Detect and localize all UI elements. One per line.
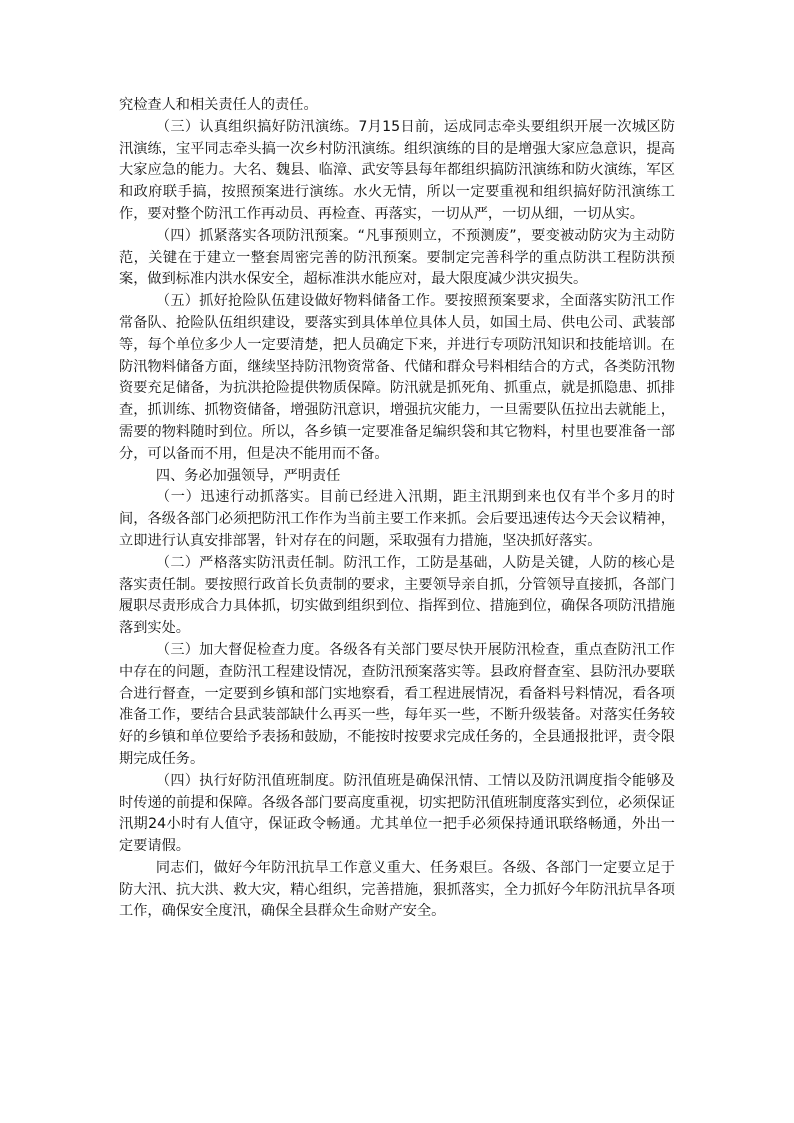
paragraph-action: （一）迅速行动抓落实。目前已经进入汛期，距主汛期到来也仅有半个多月的时间，各级各部门必须把防汛工作作为当前主要工作来抓。会后要迅速传达今天会议精神，立即进行认真安排部署，针对存在的问题，采取强有力措施，坚决抓好落实。 [119,489,675,549]
document-body [119,95,675,923]
paragraph-closing: 同志们，做好今年防汛抗旱工作意义重大、任务艰巨。各级、各部门一定要立足于防大汛、抗大洪、救大灾，精心组织，完善措施，狠抓落实，全力抓好今年防汛抗旱各项工作，确保安全度汛，确保全县群众生命财产安全。 [119,859,675,920]
paragraph-duty: （四）执行好防汛值班制度。防汛值班是确保汛情、工情以及防汛调度指令能够及时传递的前提和保障。各级各部门要高度重视，切实把防汛值班制度落实到位，必须保证汛期24小时有人值守，保证政令畅通。尤其单位一把手必须保持通讯联络畅通，外出一定要请假。 [119,772,675,855]
paragraph-responsibility: （二）严格落实防汛责任制。防汛工作，工防是基础，人防是关键，人防的核心是落实责任制。要按照行政首长负责制的要求，主要领导亲自抓，分管领导直接抓，各部门履职尽责形成合力具体抓，切实做到组织到位、指挥到位、措施到位，确保各项防汛措施落到实处。 [119,554,675,637]
paragraph-continuation: 究检查人和相关责任人的责任。 [119,97,318,113]
paragraph-inspection: （三）加大督促检查力度。各级各有关部门要尽快开展防汛检查，重点查防汛工作中存在的问题，查防汛工程建设情况，查防汛预案落实等。县政府督查室、县防汛办要联合进行督查，一定要到乡镇和部门实地察看，看工程进展情况，看备料号料情况，看各项准备工作，要结合县武装部缺什么再买一些，每年买一些，不断升级装备。对落实任务较好的乡镇和单位要给予表扬和鼓励，不能按时按要求完成任务的，全县通报批评，责令限期完成任务。 [119,641,675,767]
paragraph-materials: （五）抓好抢险队伍建设做好物料储备工作。要按照预案要求，全面落实防汛工作常备队、抢险队伍组织建设，要落实到具体单位具体人员，如国土局、供电公司、武装部等，每个单位多少人一定要清楚，把人员确定下来，并进行专项防汛知识和技能培训。在防汛物料储备方面，继续坚持防汛物资常备、代储和群众号料相结合的方式，各类防汛物资要充足储备，为抗洪抢险提供物质保障。防汛就是抓死角、抓重点，就是抓隐患、抓排查，抓训练、抓物资储备，增强防汛意识，增强抗灾能力，一旦需要队伍拉出去就能上，需要的物料随时到位。所以，各乡镇一定要准备足编织袋和其它物料，村里也要准备一部分，可以备而不用，但是决不能用而不备。 [119,293,675,462]
section-heading: 四、务必加强领导，严明责任 [155,467,341,484]
paragraph-drill: （三）认真组织搞好防汛演练。7月15日前，运成同志牵头要组织开展一次城区防汛演练，宝平同志牵头搞一次乡村防汛演练。组织演练的目的是增强大家应急意识，提高大家应急的能力。大名、魏县、临漳、武安等县每年都组织搞防汛演练和防火演练，军区和政府联手搞，按照预案进行演练。水火无情，所以一定要重视和组织搞好防汛演练工作，要对整个防汛工作再动员、再检查、再落实，一切从严，一切从细，一切从实。 [119,118,675,222]
paragraph-plans: （四）抓紧落实各项防汛预案。“凡事预则立，不预测废”，要变被动防灾为主动防范，关键在于建立一整套周密完善的防汛预案。要制定完善科学的重点防洪工程防洪预案，做到标准内洪水保安全，超标准洪水能应对，最大限度减少洪灾损失。 [119,227,675,288]
